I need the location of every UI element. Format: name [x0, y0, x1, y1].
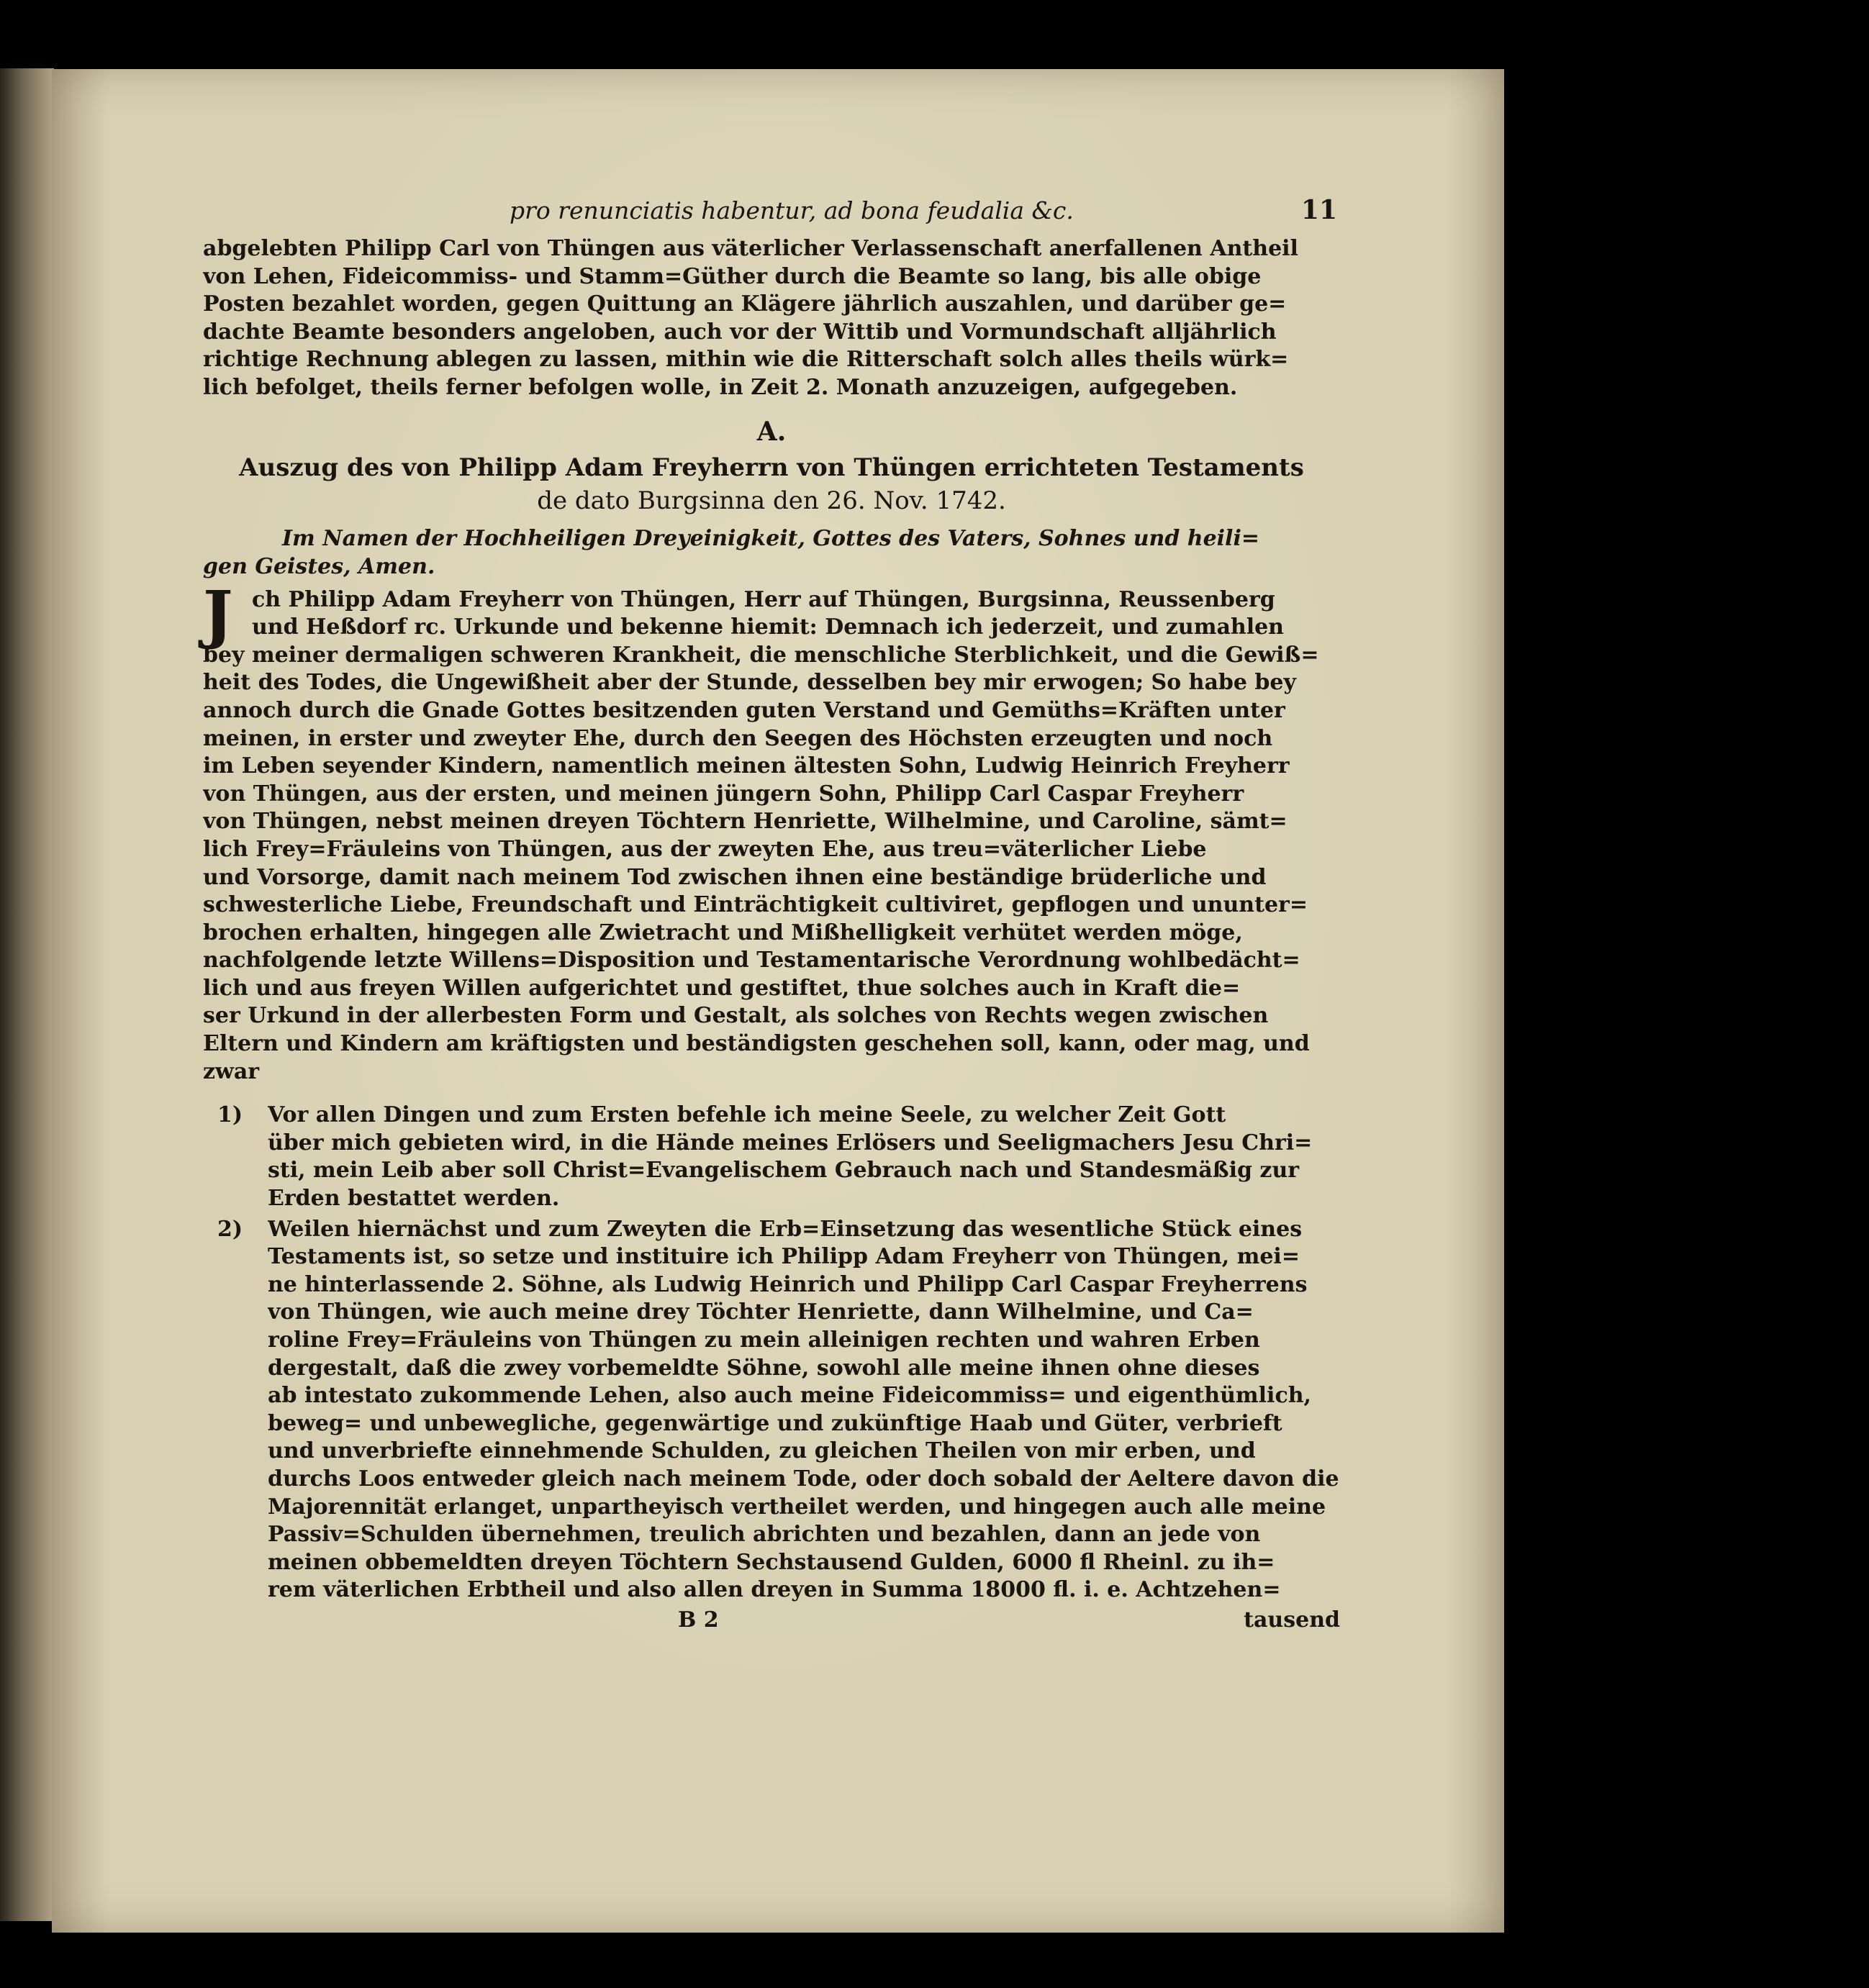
text-line: von Lehen, Fideicommiss- und Stamm=Güther durch die Beamte so lang, bis alle obige	[203, 263, 1262, 289]
text-line: rem väterlichen Erbtheil und also allen dreyen in Summa 18000 fl. i. e. Achtzehen=	[268, 1577, 1281, 1603]
text-line: und Vorsorge, damit nach meinem Tod zwischen ihnen eine beständige brüderliche und	[203, 864, 1267, 890]
running-head	[203, 195, 1340, 230]
invocation-line: gen Geistes, Amen.	[203, 553, 435, 579]
text-line: und Heßdorf rc. Urkunde und bekenne hiemit: Demnach ich jederzeit, und zumahlen	[252, 614, 1284, 640]
text-line: bey meiner dermaligen schweren Krankheit, die menschliche Sterblichkeit, und die Gewiß=	[203, 642, 1319, 668]
text-line: im Leben seyender Kindern, namentlich meinen ältesten Sohn, Ludwig Heinrich Freyherr	[203, 753, 1290, 779]
text-line: Erden bestattet werden.	[268, 1186, 560, 1212]
left-page-edge	[0, 68, 54, 1921]
list-item	[203, 1216, 1340, 1605]
text-line: beweg= und unbewegliche, gegenwärtige und zukünftige Haab und Güter, verbrieft	[268, 1410, 1282, 1436]
text-line: von Thüngen, wie auch meine drey Töchter Henriette, dann Wilhelmine, und Ca=	[268, 1299, 1254, 1325]
list-item	[203, 1102, 1340, 1212]
list-item-body	[268, 1216, 1340, 1605]
drop-cap: J	[203, 576, 233, 651]
page-content	[203, 195, 1340, 1635]
list-item-body	[268, 1102, 1340, 1212]
running-title: pro renunciatis habentur, ad bona feudalia &c.	[510, 196, 1074, 224]
text-line: Passiv=Schulden übernehmen, treulich abrichten und bezahlen, dann an jede von	[268, 1522, 1261, 1548]
text-line: durchs Loos entweder gleich nach meinem Tode, oder doch sobald der Aeltere davon die	[268, 1466, 1339, 1492]
section-subheading: de dato Burgsinna den 26. Nov. 1742.	[537, 486, 1006, 515]
text-line: richtige Rechnung ablegen zu lassen, mithin wie die Ritterschaft solch alles theils würk=	[203, 347, 1289, 373]
text-line: meinen obbemeldten dreyen Töchtern Sechstausend Gulden, 6000 fl Rheinl. zu ih=	[268, 1549, 1275, 1575]
testament-paragraph	[203, 576, 1340, 1086]
text-line: nachfolgende letzte Willens=Disposition und Testamentarische Verordnung wohlbedächt=	[203, 948, 1300, 973]
text-line: ab intestato zukommende Lehen, also auch meine Fideicommiss= und eigenthümlich,	[268, 1383, 1311, 1409]
signature-mark: B 2	[678, 1607, 719, 1633]
text-line: Vor allen Dingen und zum Ersten befehle ich meine Seele, zu welcher Zeit Gott	[268, 1102, 1226, 1128]
text-line: lich und aus freyen Willen aufgerichtet und gestiftet, thue solches auch in Kraft die=	[203, 975, 1241, 1001]
text-line: ne hinterlassende 2. Söhne, als Ludwig Heinrich und Philipp Carl Caspar Freyherrens	[268, 1271, 1308, 1297]
text-line: Majorennität erlanget, unpartheyisch vertheilet werden, und hingegen auch alle meine	[268, 1494, 1326, 1520]
text-line: Eltern und Kindern am kräftigsten und beständigsten geschehen soll, kann, oder mag, und	[203, 1031, 1310, 1057]
list-number: 2)	[217, 1216, 243, 1242]
text-line: von Thüngen, aus der ersten, und meinen jüngern Sohn, Philipp Carl Caspar Freyherr	[203, 781, 1244, 807]
list-number: 1)	[217, 1102, 243, 1128]
text-line: dachte Beamte besonders angeloben, auch vor der Wittib und Vormundschaft alljährlich	[203, 319, 1277, 345]
text-line: Testaments ist, so setze und instituire ich Philipp Adam Freyherr von Thüngen, mei=	[268, 1244, 1300, 1270]
text-line: zwar	[203, 1058, 260, 1084]
text-line: dergestalt, daß die zwey vorbemeldte Söhne, sowohl alle meine ihnen ohne dieses	[268, 1355, 1260, 1381]
text-line: brochen erhalten, hingegen alle Zwietracht und Mißhelligkeit verhütet werden möge,	[203, 920, 1243, 945]
numbered-list	[203, 1102, 1340, 1605]
section-heading: Auszug des von Philipp Adam Freyherrn von Thüngen errichteten Testaments	[239, 453, 1304, 482]
text-line: lich Frey=Fräuleins von Thüngen, aus der zweyten Ehe, aus treu=väterlicher Liebe	[203, 836, 1207, 862]
text-line: schwesterliche Liebe, Freundschaft und Einträchtigkeit cultiviret, gepflogen und ununter=	[203, 892, 1308, 918]
text-line: meinen, in erster und zweyter Ehe, durch den Seegen des Höchsten erzeugten und noch	[203, 725, 1273, 751]
intro-paragraph	[203, 235, 1340, 402]
text-line: ser Urkund in der allerbesten Form und Gestalt, als solches von Rechts wegen zwischen	[203, 1003, 1269, 1029]
text-line: ch Philipp Adam Freyherr von Thüngen, Herr auf Thüngen, Burgsinna, Reussenberg	[252, 586, 1275, 612]
text-line: und unverbriefte einnehmende Schulden, zu gleichen Theilen von mir erben, und	[268, 1438, 1256, 1464]
page-number: 11	[1300, 195, 1337, 225]
text-line: roline Frey=Fräuleins von Thüngen zu mein alleinigen rechten und wahren Erben	[268, 1327, 1260, 1353]
text-line: annoch durch die Gnade Gottes besitzenden guten Verstand und Gemüths=Kräften unter	[203, 697, 1285, 723]
text-line: Posten bezahlet worden, gegen Quittung an Klägere jährlich auszahlen, und darüber ge=	[203, 291, 1287, 317]
invocation-line: Im Namen der Hochheiligen Dreyeinigkeit, Gottes des Vaters, Sohnes und heili=	[282, 525, 1259, 551]
section-letter: A.	[756, 416, 787, 447]
invocation	[203, 525, 1340, 581]
book-page	[52, 69, 1504, 1933]
text-line: von Thüngen, nebst meinen dreyen Töchtern Henriette, Wilhelmine, und Caroline, sämt=	[203, 809, 1288, 835]
page-footer	[203, 1606, 1340, 1635]
text-line: sti, mein Leib aber soll Christ=Evangelischem Gebrauch nach und Standesmäßig zur	[268, 1158, 1300, 1184]
text-line: lich befolget, theils ferner befolgen wolle, in Zeit 2. Monath anzuzeigen, aufgegeben.	[203, 374, 1238, 400]
text-line: über mich gebieten wird, in die Hände meines Erlösers und Seeligmachers Jesu Chri=	[268, 1130, 1313, 1156]
text-line: heit des Todes, die Ungewißheit aber der Stunde, desselben bey mir erwogen; So habe bey	[203, 670, 1296, 696]
text-line: Weilen hiernächst und zum Zweyten die Erb=Einsetzung das wesentliche Stück eines	[268, 1216, 1303, 1242]
catchword: tausend	[1244, 1607, 1340, 1633]
text-line: abgelebten Philipp Carl von Thüngen aus väterlicher Verlassenschaft anerfallenen Antheil	[203, 236, 1298, 261]
